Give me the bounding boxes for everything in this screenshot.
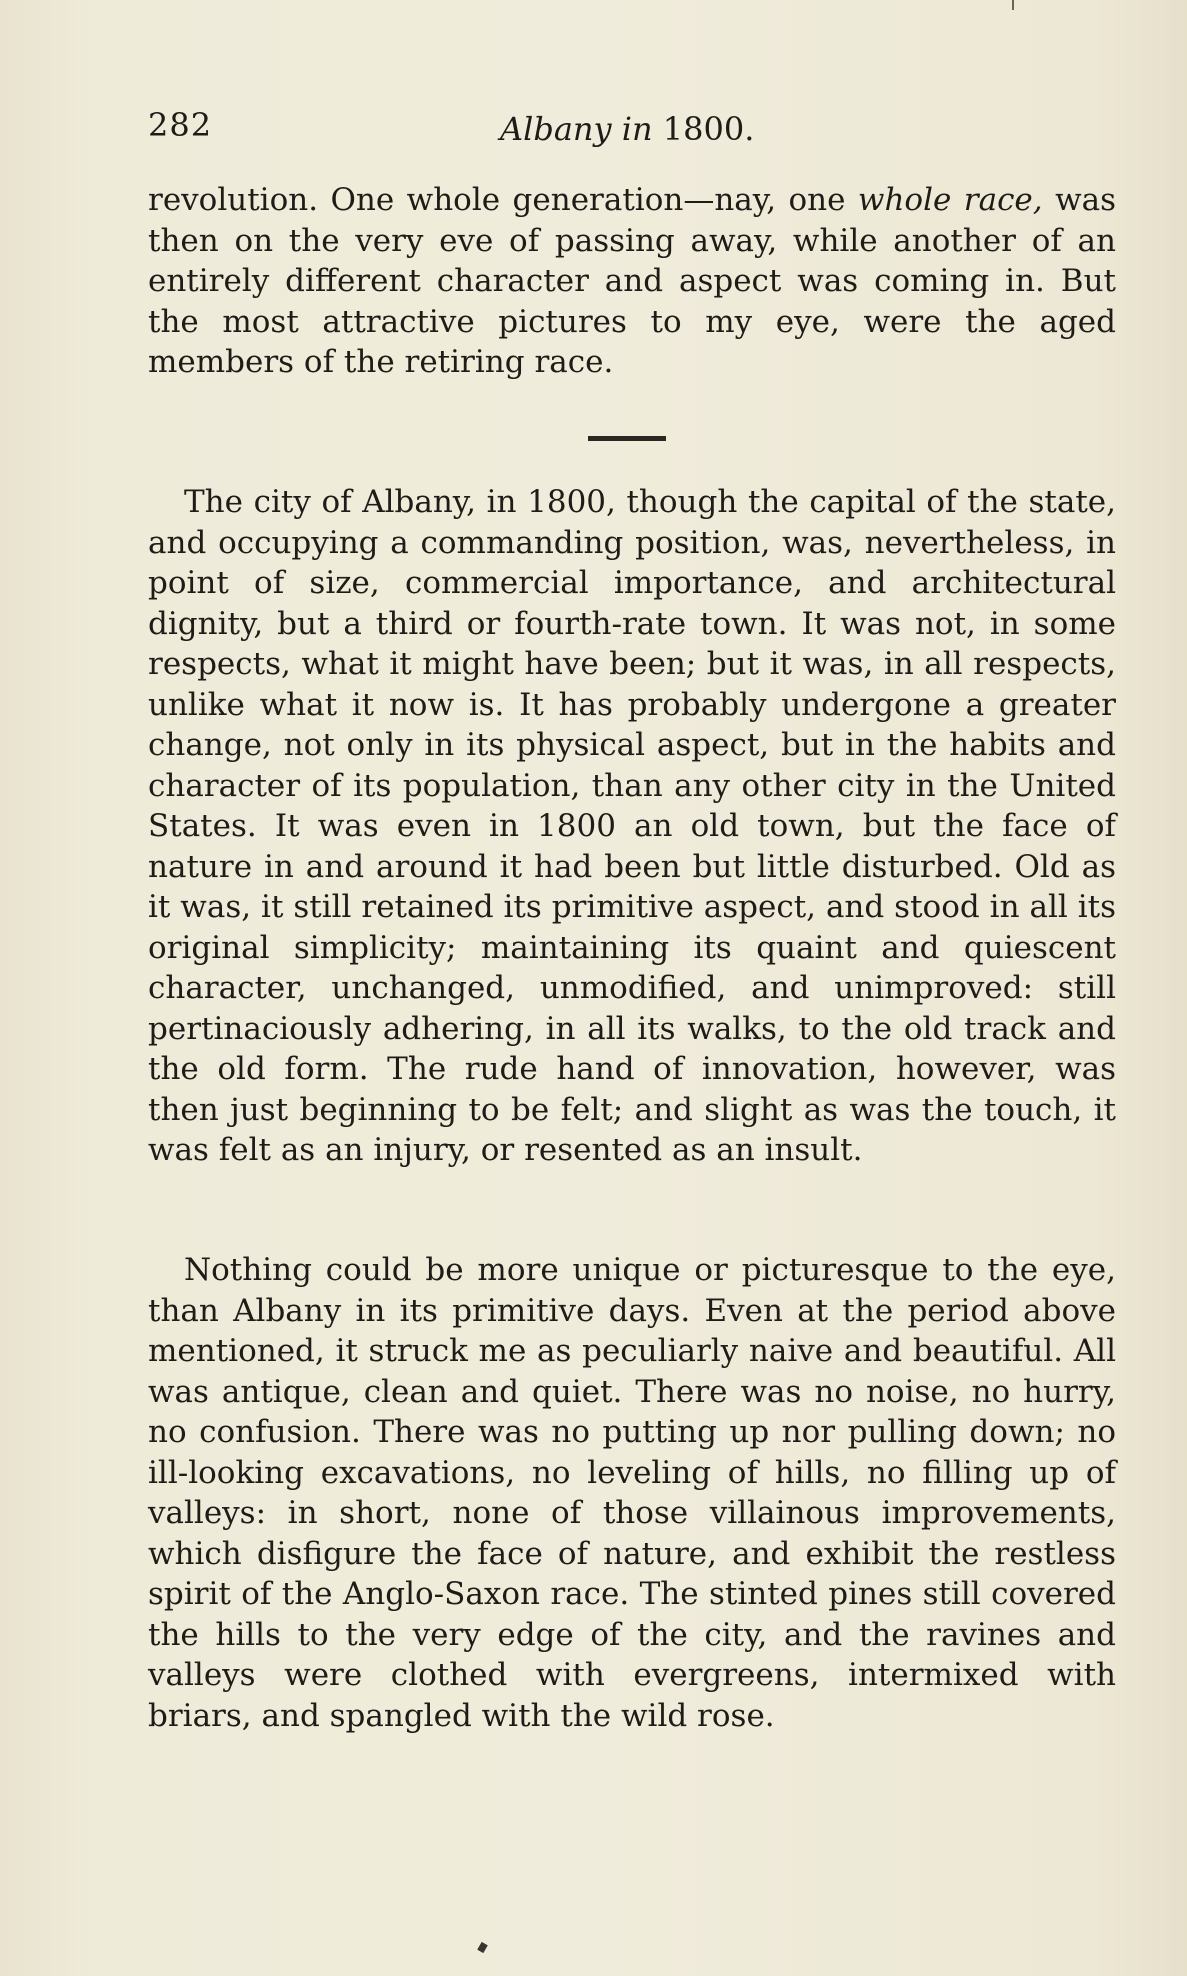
paragraph-1-text-a: revolution. One whole generation—nay, one <box>148 182 858 218</box>
page-header <box>148 106 1118 156</box>
section-divider <box>588 436 666 441</box>
paragraph-1-text-b: was then on the very eve of passing away, while another of an entirely different character and aspect was coming in. But the most attractive pictures to my eye, were the aged members of the retiring race. <box>148 182 1117 380</box>
ink-speck <box>477 1942 488 1953</box>
paragraph-nothing-could-be <box>148 1250 1116 1736</box>
paragraph-1-emphasis: whole race, <box>857 182 1043 218</box>
running-head-title: Albany in <box>500 110 653 148</box>
page-edge-mark <box>1012 0 1014 10</box>
paragraph-1-body <box>148 180 1116 383</box>
page-number: 282 <box>148 106 213 144</box>
paragraph-revolution <box>148 180 1116 383</box>
paragraph-2-text: The city of Albany, in 1800, though the capital of the state, and occupying a commanding position, was, nevertheless, in point of size, commercial importance, and architectural dignity, but a third or fourth-rate town. It was not, in some respects, what it might have been; but it was, in all respects, unlike what it now is. It has probably undergone a greater change, not only in its physical aspect, but in the habits and character of its population, than any other city in the United States. It was even in 1800 an old town, but the face of nature in and around it had been but little disturbed. Old as it was, it still retained its primitive aspect, and stood in all its original simplicity; maintaining its quaint and quiescent character, unchanged, unmodified, and unimproved: still pertinaciously adhering, in all its walks, to the old track and the old form. The rude hand of innovation, however, was then just beginning to be felt; and slight as was the touch, it was felt as an injury, or resented as an insult. <box>148 484 1116 1168</box>
running-head <box>500 110 754 148</box>
running-head-year: 1800. <box>662 110 755 148</box>
paragraph-3-text: Nothing could be more unique or picturesque to the eye, than Albany in its primitive days. Even at the period above mentioned, it struck me as peculiarly naive and beautiful. All was antique, clean and quiet. There was no noise, no hurry, no confusion. There was no putting up nor pulling down; no ill-looking excavations, no leveling of hills, no filling up of valleys: in short, none of those villainous improvements, which disfigure the face of nature, and exhibit the restless spirit of the Anglo-Saxon race. The stinted pines still covered the hills to the very edge of the city, and the ravines and valleys were clothed with evergreens, intermixed with briars, and spangled with the wild rose. <box>148 1252 1116 1734</box>
paragraph-city-of-albany <box>148 482 1116 1171</box>
